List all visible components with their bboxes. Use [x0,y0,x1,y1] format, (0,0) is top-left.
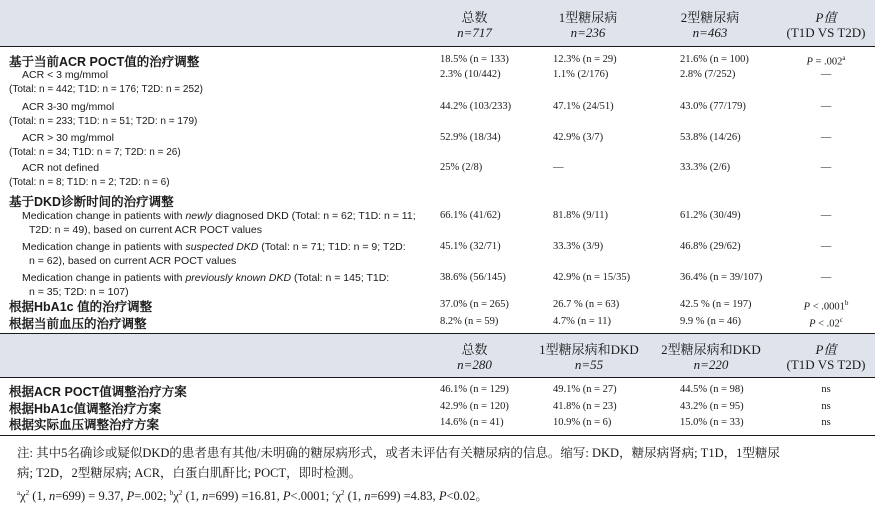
col-total-header: 总数 n=717 [457,10,492,40]
dkd-row-label-cont: n = 62), based on current ACR POCT values [29,255,237,267]
acr-section-t2d: 21.6% (n = 100) [680,54,749,65]
hba1c-t1d: 26.7 % (n = 63) [553,299,620,310]
bp-total: 8.2% (n = 59) [440,316,499,327]
acr-section-p: P = .002$^a$ [806,54,846,68]
acr-row-label: ACR > 30 mg/mmol [22,132,114,144]
table-note-stats: $^a\chi^2$ (1, n=699) = 9.37, P=.002; $^b\chi^2$ (1, n=699) =16.81, P<.0001; $^c\chi^2$ (1, n=699) =4.83, P<0.02。 [17,489,488,504]
plan-row-label: 根据ACR POCT值调整治疗方案 [9,385,187,399]
col-t1d-header-2: 1型糖尿病和DKD n=55 [539,342,639,372]
dkd-row-t2d: 61.2% (30/49) [680,210,741,221]
dkd-row-p: — [820,272,832,283]
bp-p: P < .02$^c$ [809,316,843,330]
plan-row-label: 根据HbA1c值调整治疗方案 [9,402,162,416]
plan-row-p: ns [821,401,831,412]
table-note-line-1: 注: 其中5名确诊或疑似DKD的患者患有其他/未明确的糖尿病形式，或者未评估有关糖尿病的信息。缩写: DKD，糖尿病肾病; T1D，1型糖尿 [17,446,780,460]
dkd-row-total: 45.1% (32/71) [440,241,501,252]
col-t2d-header: 2型糖尿病 n=463 [680,10,740,40]
plan-row-t2d: 43.2% (n = 95) [680,401,744,412]
dkd-row-total: 38.6% (56/145) [440,272,506,283]
acr-row-t2d: 43.0% (77/179) [680,101,746,112]
acr-row-total: 2.3% (10/442) [440,69,501,80]
dkd-section-title: 基于DKD诊断时间的治疗调整 [9,195,174,209]
plan-row-t2d: 44.5% (n = 98) [680,384,744,395]
acr-row-p: — [820,101,832,112]
hba1c-total: 37.0% (n = 265) [440,299,509,310]
dkd-row-label: Medication change in patients with newly diagnosed DKD (Total: n = 62; T1D: n = 11; [22,210,416,222]
acr-row-t2d: 2.8% (7/252) [680,69,736,80]
acr-row-p: — [820,69,832,80]
dkd-row-total: 66.1% (41/62) [440,210,501,221]
acr-row-t1d: — [553,162,564,173]
acr-row-counts: (Total: n = 34; T1D: n = 7; T2D: n = 26) [9,147,181,158]
acr-section-title: 基于当前ACR POCT值的治疗调整 [9,55,200,69]
header-rule-2-bottom [0,377,875,378]
dkd-row-p: — [820,210,832,221]
col-t2d-header-2: 2型糖尿病和DKD n=220 [661,342,761,372]
plan-row-p: ns [821,417,831,428]
dkd-row-label-cont: n = 35; T2D: n = 107) [29,286,129,298]
plan-row-t2d: 15.0% (n = 33) [680,417,744,428]
plan-row-t1d: 49.1% (n = 27) [553,384,617,395]
acr-row-t1d: 42.9% (3/7) [553,132,604,143]
acr-row-t1d: 1.1% (2/176) [553,69,609,80]
plan-row-label: 根据实际血压调整治疗方案 [9,418,160,432]
dkd-row-t1d: 81.8% (9/11) [553,210,609,221]
dkd-row-label-cont: T2D: n = 49), based on current ACR POCT values [29,224,262,236]
acr-row-total: 25% (2/8) [440,162,483,173]
header-rule-1 [0,46,875,47]
dkd-row-t2d: 46.8% (29/62) [680,241,741,252]
plan-row-t1d: 10.9% (n = 6) [553,417,612,428]
acr-row-total: 52.9% (18/34) [440,132,501,143]
acr-row-label: ACR not defined [22,162,100,174]
acr-row-t2d: 33.3% (2/6) [680,162,731,173]
dkd-row-t1d: 42.9% (n = 15/35) [553,272,631,283]
table-note-line-2: 病; T2D，2型糖尿病; ACR，白蛋白肌酐比; POCT，即时检测。 [17,466,362,480]
plan-row-total: 14.6% (n = 41) [440,417,504,428]
dkd-row-label: Medication change in patients with previously known DKD (Total: n = 145; T1D: [22,272,390,284]
col-p-header-2: P值 (T1D VS T2D) [786,342,866,372]
acr-row-total: 44.2% (103/233) [440,101,512,112]
plan-row-total: 46.1% (n = 129) [440,384,509,395]
hba1c-label: 根据HbA1c 值的治疗调整 [9,300,153,314]
table-bottom-rule [0,435,875,436]
acr-row-counts: (Total: n = 233; T1D: n = 51; T2D: n = 179) [9,116,198,127]
acr-row-label: ACR < 3 mg/mmol [22,69,109,81]
acr-row-p: — [820,162,832,173]
plan-row-p: ns [821,384,831,395]
col-total-header-2: 总数 n=280 [457,342,492,372]
bp-label: 根据当前血压的治疗调整 [9,317,147,331]
col-t1d-header: 1型糖尿病 n=236 [558,10,618,40]
hba1c-t2d: 42.5 % (n = 197) [680,299,752,310]
hba1c-p: P < .0001$^b$ [803,299,849,313]
col-p-header: P值 (T1D VS T2D) [786,10,866,40]
acr-row-t2d: 53.8% (14/26) [680,132,741,143]
dkd-row-label: Medication change in patients with suspected DKD (Total: n = 71; T1D: n = 9; T2D: [22,241,406,253]
acr-row-t1d: 47.1% (24/51) [553,101,614,112]
acr-row-counts: (Total: n = 442; T1D: n = 176; T2D: n = 252) [9,84,203,95]
plan-row-t1d: 41.8% (n = 23) [553,401,617,412]
dkd-row-p: — [820,241,832,252]
plan-row-total: 42.9% (n = 120) [440,401,509,412]
bp-t1d: 4.7% (n = 11) [553,316,612,327]
bp-t2d: 9.9 % (n = 46) [680,316,742,327]
acr-row-counts: (Total: n = 8; T1D: n = 2; T2D: n = 6) [9,177,170,188]
dkd-row-t2d: 36.4% (n = 39/107) [680,272,763,283]
dkd-row-t1d: 33.3% (3/9) [553,241,604,252]
acr-section-total: 18.5% (n = 133) [440,54,509,65]
acr-row-p: — [820,132,832,143]
acr-row-label: ACR 3-30 mg/mmol [22,101,115,113]
acr-section-t1d: 12.3% (n = 29) [553,54,617,65]
